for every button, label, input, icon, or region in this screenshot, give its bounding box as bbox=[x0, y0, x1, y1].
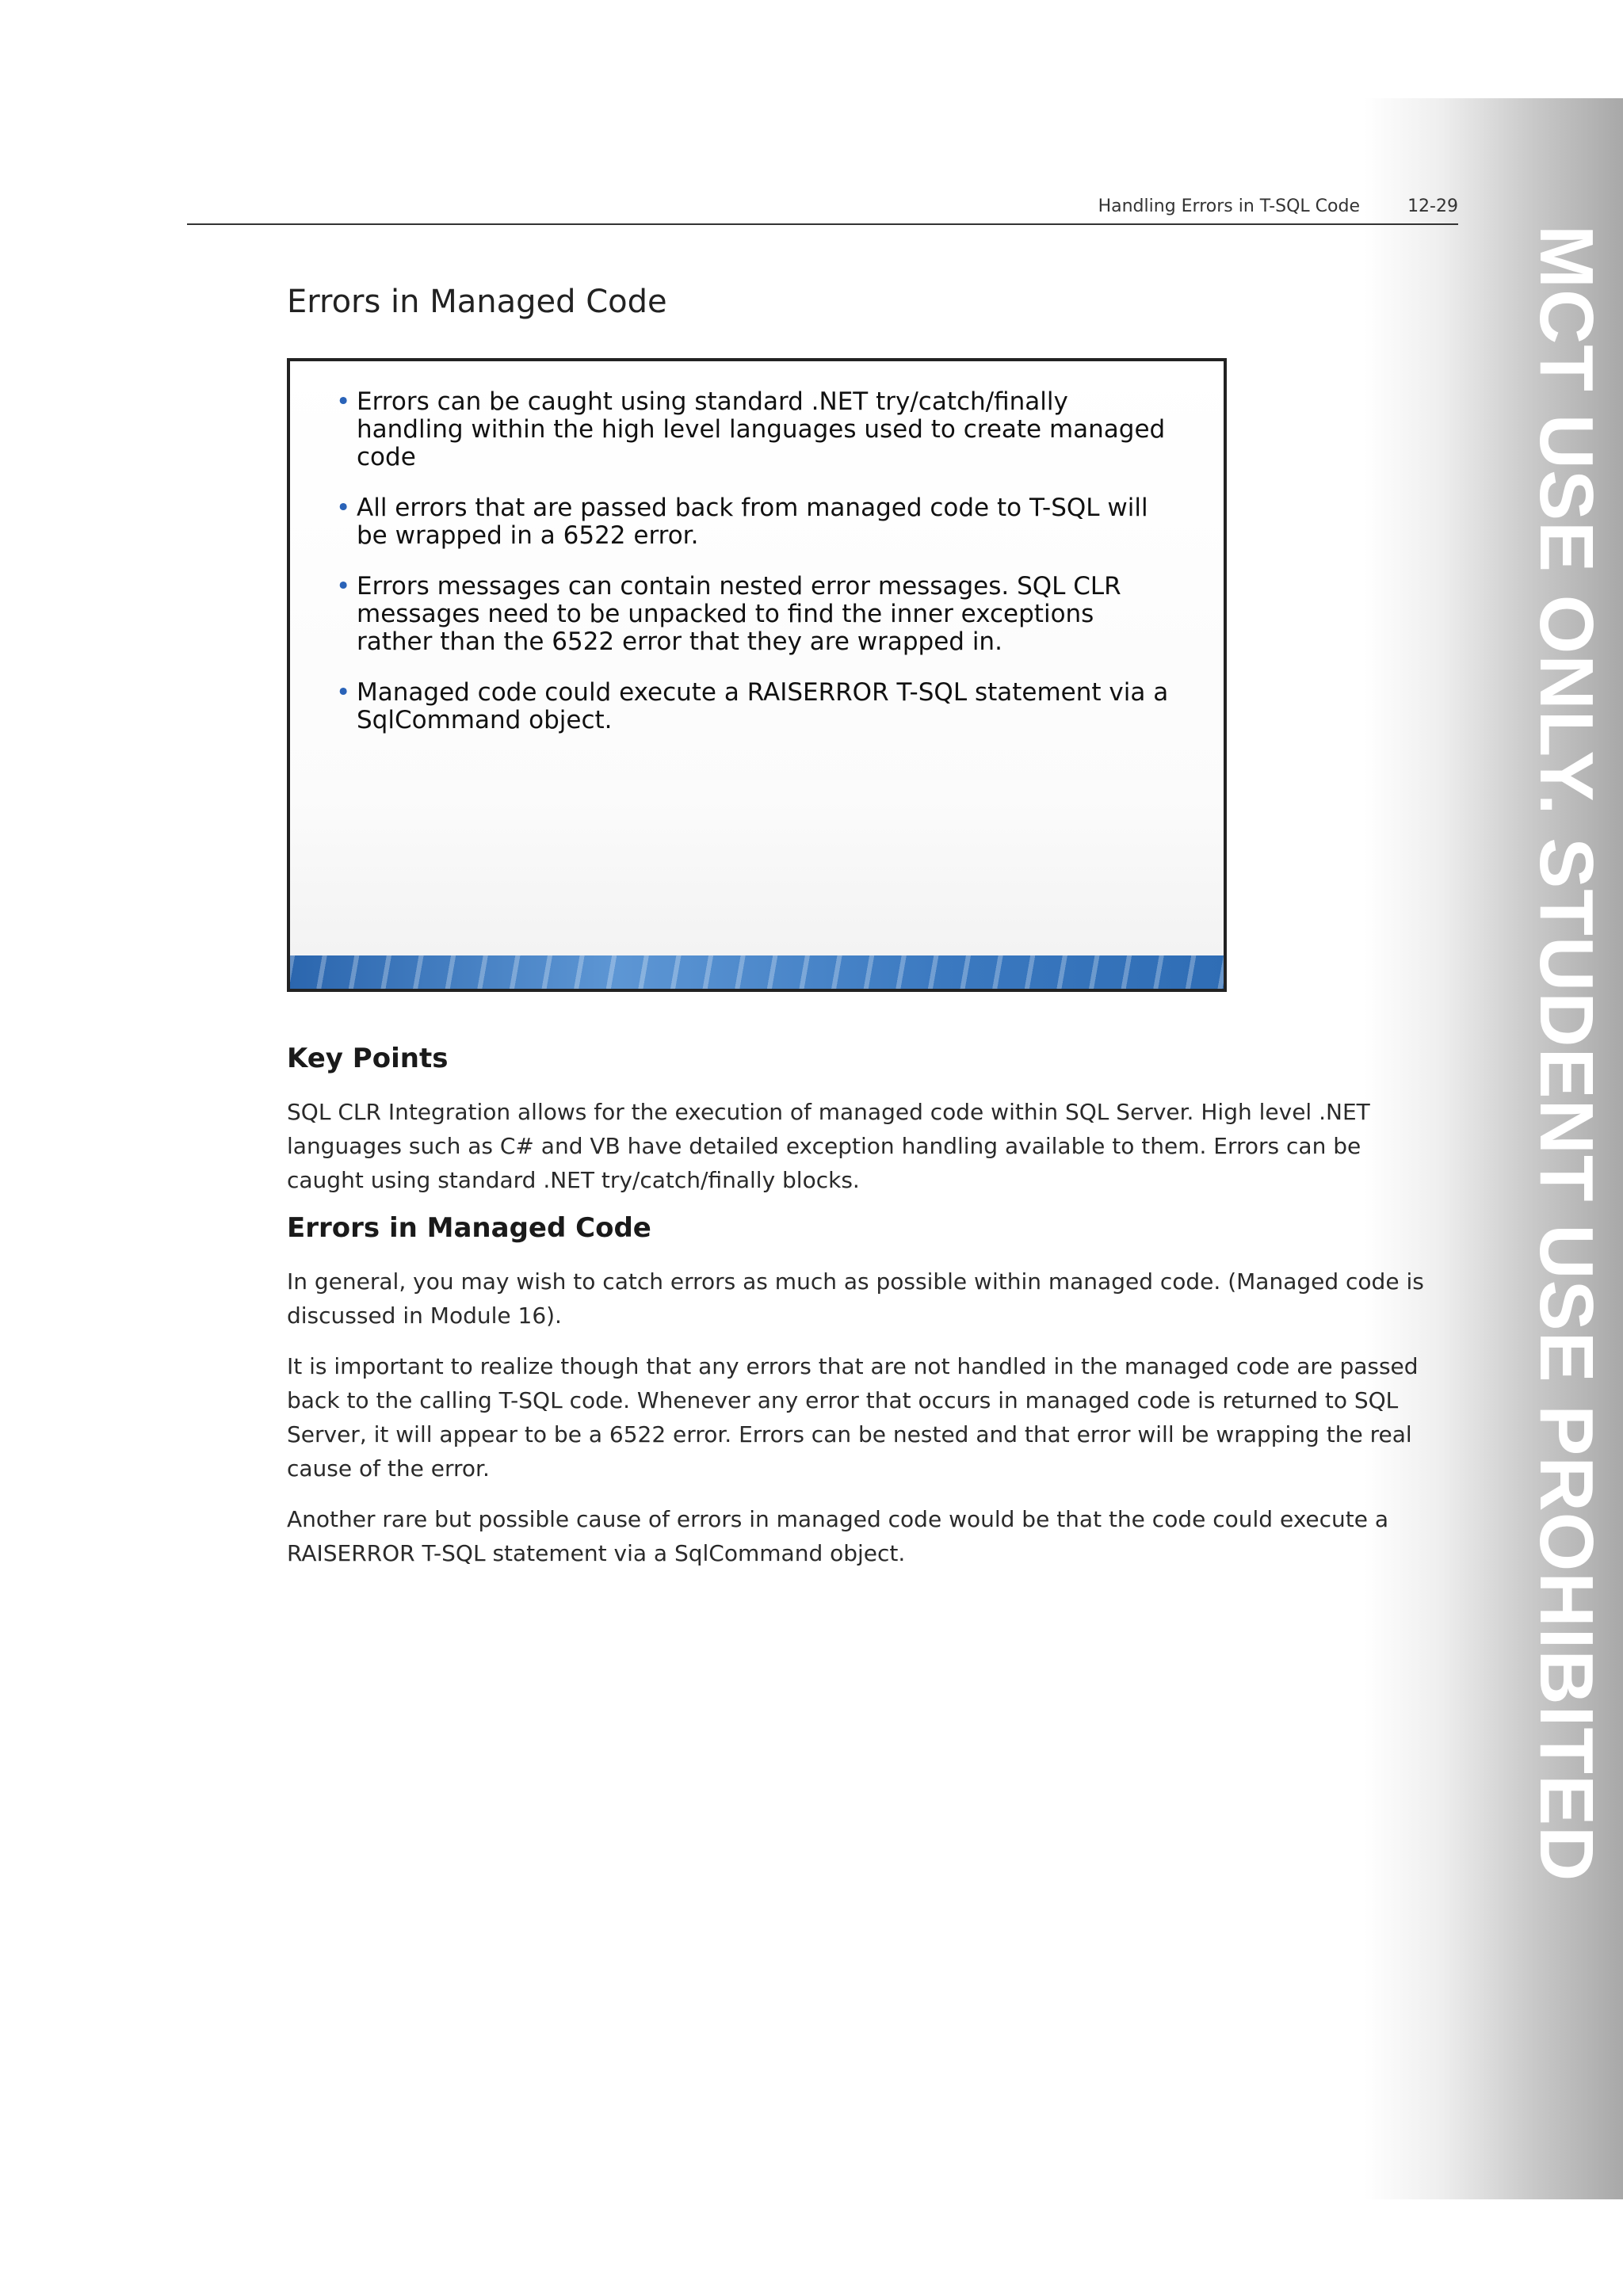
slide-bullet bbox=[336, 494, 1176, 550]
section-paragraph: In general, you may wish to catch errors as much as possible within managed code. (Managed code is discussed in Module 16). bbox=[287, 1268, 1424, 1329]
key-points-heading: Key Points bbox=[287, 1043, 449, 1074]
slide-footer-stripe bbox=[290, 955, 1224, 989]
slide-bullet bbox=[336, 679, 1176, 734]
running-title: Handling Errors in T-SQL Code bbox=[1098, 196, 1360, 216]
bullet-icon: • bbox=[336, 387, 351, 416]
bullet-icon: • bbox=[336, 494, 351, 522]
section-paragraph: Another rare but possible cause of errors in managed code would be that the code could execute a RAISERROR T-SQL statement via a SqlCommand object. bbox=[287, 1506, 1389, 1566]
slide-image bbox=[287, 358, 1227, 992]
slide-bullet-text: Errors can be caught using standard .NET try/catch/finally handling within the high level languages used to create managed code bbox=[357, 387, 1166, 471]
key-points-paragraph: SQL CLR Integration allows for the execution of managed code within SQL Server. High level .NET languages such as C# and VB have detailed exception handling available to them. Errors can be caught using standard .NET try/catch/finally blocks. bbox=[287, 1099, 1370, 1193]
section-heading: Errors in Managed Code bbox=[287, 1212, 651, 1244]
bullet-icon: • bbox=[336, 678, 351, 707]
section-paragraph: It is important to realize though that any errors that are not handled in the managed code are passed back to the calling T-SQL code. Whenever any error that occurs in managed code is returned to SQL Server, it will appear to be a 6522 error. Errors can be nested and that error will be wrapping the real cause of the error. bbox=[287, 1353, 1419, 1482]
slide-bullet bbox=[336, 388, 1176, 471]
page-heading: Errors in Managed Code bbox=[287, 284, 667, 320]
page-number: 12-29 bbox=[1407, 196, 1458, 216]
slide-bullet-text: Managed code could execute a RAISERROR T-SQL statement via a SqlCommand object. bbox=[357, 678, 1169, 734]
bullet-icon: • bbox=[336, 572, 351, 601]
slide-bullet-text: Errors messages can contain nested error messages. SQL CLR messages need to be unpacked to find the inner exceptions rather than the 6522 error that they are wrapped in. bbox=[357, 572, 1121, 656]
slide-bullet bbox=[336, 573, 1176, 656]
slide-bullet-text: All errors that are passed back from managed code to T-SQL will be wrapped in a 6522 error. bbox=[357, 494, 1148, 550]
watermark: MCT USE ONLY. STUDENT USE PROHIBITED bbox=[1524, 225, 1609, 1882]
running-header bbox=[187, 193, 1458, 225]
slide-bullet-list bbox=[336, 388, 1176, 757]
